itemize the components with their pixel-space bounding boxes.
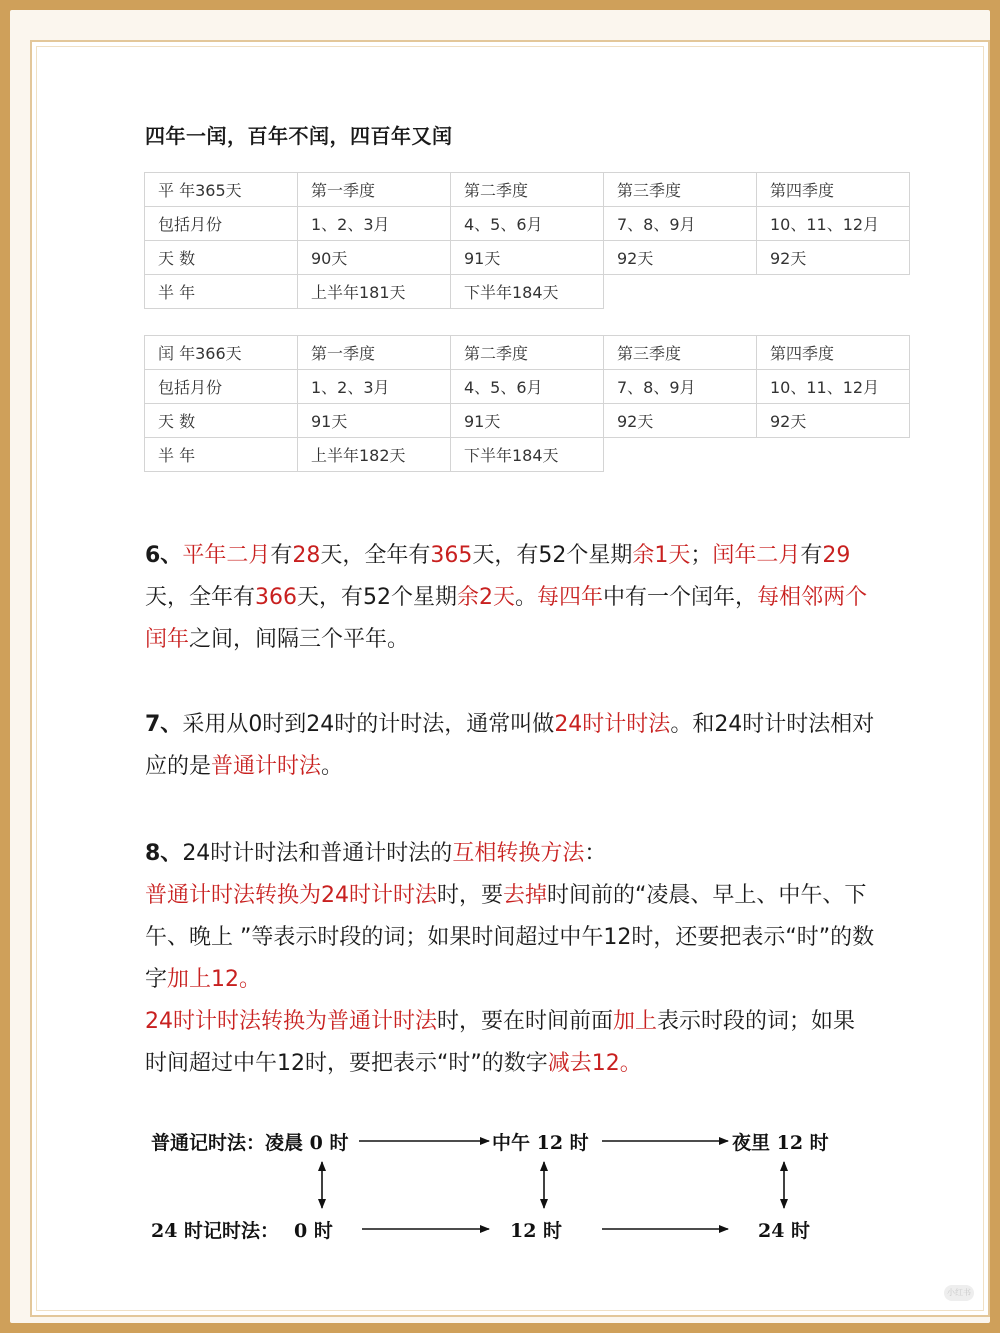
table-cell: 第一季度 xyxy=(298,173,451,207)
table-cell: 包括月份 xyxy=(145,207,298,241)
highlight-text: 闰年二月 xyxy=(712,543,801,568)
row2-zero: 0 时 xyxy=(294,1220,333,1242)
table-cell: 第三季度 xyxy=(604,336,757,370)
highlight-text: 互相转换方法 xyxy=(452,841,585,866)
table-cell: 第一季度 xyxy=(298,336,451,370)
table-cell: 10、11、12月 xyxy=(757,207,910,241)
table-empty-cell xyxy=(757,438,910,472)
table-cell: 10、11、12月 xyxy=(757,370,910,404)
table-cell: 包括月份 xyxy=(145,370,298,404)
highlight-text: 。 xyxy=(239,967,262,992)
table-cell: 天 数 xyxy=(145,404,298,438)
section-8-title xyxy=(145,833,875,875)
table-row xyxy=(145,275,910,309)
table-cell: 第二季度 xyxy=(451,173,604,207)
highlight-text: 余2天 xyxy=(457,585,516,610)
body-text: 。 xyxy=(321,754,344,779)
section-8-number: 8、 xyxy=(145,841,183,866)
table-cell: 半 年 xyxy=(145,438,298,472)
table-row xyxy=(145,173,910,207)
row2-label: 24 时记时法： xyxy=(151,1220,280,1242)
table-row xyxy=(145,207,910,241)
body-text: 中有一个闰年， xyxy=(603,585,758,610)
table-cell: 92天 xyxy=(757,404,910,438)
highlight-text: 24时计时法转换为普通计时法 xyxy=(145,1009,437,1034)
table-cell: 91天 xyxy=(451,241,604,275)
time-conversion-diagram xyxy=(144,1114,864,1254)
table-cell: 平 年365天 xyxy=(145,173,298,207)
body-text: 时，要 xyxy=(437,883,504,908)
table-row xyxy=(145,336,910,370)
highlight-text: 普通计时法转换为24时计时法 xyxy=(145,883,437,908)
table-empty-cell xyxy=(757,275,910,309)
section-7 xyxy=(145,704,875,788)
table-cell: 闰 年366天 xyxy=(145,336,298,370)
section-7-number: 7、 xyxy=(145,712,183,737)
table-cell: 半 年 xyxy=(145,275,298,309)
highlight-text: 普通计时法 xyxy=(211,754,322,779)
page-frame xyxy=(10,10,990,1323)
highlight-text: 29 xyxy=(822,543,851,568)
table-cell: 第四季度 xyxy=(757,336,910,370)
section-6 xyxy=(145,535,875,661)
body-text: 天，全年有 xyxy=(145,585,256,610)
body-text: 时，要在时间前面 xyxy=(437,1009,614,1034)
table-row xyxy=(145,404,910,438)
body-text: 表示时段的词；如果时间超过中午12时，要把表示“时”的数字 xyxy=(145,1009,856,1076)
table-cell: 92天 xyxy=(604,241,757,275)
highlight-text: 365 xyxy=(430,543,473,568)
table-cell: 上半年181天 xyxy=(298,275,451,309)
highlight-text: 每相邻两个闰年 xyxy=(145,585,868,652)
highlight-text: 。 xyxy=(619,1051,642,1076)
table-cell: 90天 xyxy=(298,241,451,275)
highlight-text: 每四年 xyxy=(537,585,604,610)
table-cell: 91天 xyxy=(451,404,604,438)
watermark-badge: 小红书 xyxy=(944,1285,974,1301)
highlight-text: 366 xyxy=(255,585,298,610)
table-cell: 91天 xyxy=(298,404,451,438)
row2-twentyfour: 24 时 xyxy=(758,1220,811,1242)
content-card xyxy=(30,40,990,1317)
body-text: 时间前的“凌晨、早上、中午、下午、晚上 ”等表示时段的词；如果时间超过中午12时，还要把表示“时”的数字 xyxy=(145,883,875,992)
row2-twelve: 12 时 xyxy=(510,1220,563,1242)
section-7-text xyxy=(145,712,874,779)
highlight-text: 24时计时法 xyxy=(554,712,671,737)
highlight-text: 减去12 xyxy=(547,1051,620,1076)
body-text: 24时计时法和普通计时法的 xyxy=(182,841,453,866)
leap-year-table xyxy=(144,335,910,472)
table-cell: 92天 xyxy=(757,241,910,275)
section-6-text xyxy=(145,543,867,652)
table-cell: 天 数 xyxy=(145,241,298,275)
table-row xyxy=(145,241,910,275)
table-cell: 第四季度 xyxy=(757,173,910,207)
row1-label: 普通记时法：凌晨 0 时 xyxy=(151,1132,349,1154)
body-text: 。和24时计时法相对应的是 xyxy=(145,712,875,779)
highlight-text: 加上 xyxy=(613,1009,658,1034)
table-cell: 1、2、3月 xyxy=(298,207,451,241)
highlight-text: 加上12 xyxy=(167,967,240,992)
table-empty-cell xyxy=(604,438,757,472)
conversion-rule-2 xyxy=(145,1001,875,1085)
row1-noon: 中午 12 时 xyxy=(492,1132,589,1154)
highlight-text: 去掉 xyxy=(503,883,548,908)
body-text: ： xyxy=(584,841,607,866)
highlight-text: 28 xyxy=(292,543,321,568)
highlight-text: 平年二月 xyxy=(182,543,271,568)
body-text: 采用从0时到24时的计时法，通常叫做 xyxy=(182,712,555,737)
table-cell: 7、8、9月 xyxy=(604,370,757,404)
body-text: 天，有52个星期 xyxy=(297,585,458,610)
table-cell: 下半年184天 xyxy=(451,438,604,472)
body-text: 有 xyxy=(800,543,823,568)
table-cell: 第三季度 xyxy=(604,173,757,207)
body-text: 天，全年有 xyxy=(320,543,431,568)
table-row xyxy=(145,438,910,472)
table-cell: 4、5、6月 xyxy=(451,207,604,241)
section-6-number: 6、 xyxy=(145,543,183,568)
highlight-text: 余1天 xyxy=(632,543,691,568)
table-cell: 7、8、9月 xyxy=(604,207,757,241)
table-cell: 4、5、6月 xyxy=(451,370,604,404)
body-text: 之间，间隔三个平年。 xyxy=(189,627,410,652)
table-cell: 上半年182天 xyxy=(298,438,451,472)
body-text: 。 xyxy=(515,585,538,610)
section-8-title-text xyxy=(182,841,606,866)
body-text: 有 xyxy=(270,543,293,568)
row1-midnight: 夜里 12 时 xyxy=(732,1132,829,1154)
body-text: ； xyxy=(690,543,713,568)
table-empty-cell xyxy=(604,275,757,309)
table-cell: 1、2、3月 xyxy=(298,370,451,404)
table-cell: 第二季度 xyxy=(451,336,604,370)
body-text: 天，有52个星期 xyxy=(472,543,633,568)
leap-rule-heading: 四年一闰，百年不闰，四百年又闰 xyxy=(145,124,453,148)
common-year-table xyxy=(144,172,910,309)
table-cell: 92天 xyxy=(604,404,757,438)
table-cell: 下半年184天 xyxy=(451,275,604,309)
table-row xyxy=(145,370,910,404)
conversion-rule-1 xyxy=(145,875,875,1001)
section-8 xyxy=(145,833,875,1085)
